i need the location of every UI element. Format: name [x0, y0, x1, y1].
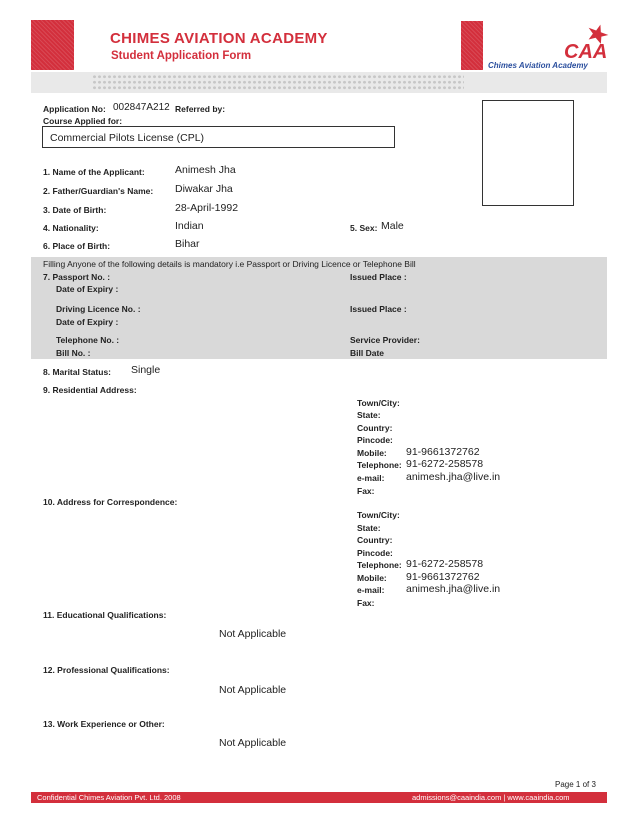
bill-no-label: Bill No. :	[56, 348, 91, 358]
residential-town-label: Town/City:	[357, 398, 400, 408]
educational-qualifications-label: 11. Educational Qualifications:	[43, 610, 167, 620]
correspondence-telephone-value: 91-6272-258578	[406, 558, 484, 570]
id-mandatory-note: Filling Anyone of the following details is mandatory i.e Passport or Driving Licence or Telephone Bill	[43, 259, 416, 269]
form-title: Student Application Form	[111, 50, 252, 62]
footer-confidential-text: Confidential Chimes Aviation Pvt. Ltd. 2008	[37, 793, 181, 802]
application-no-label: Application No:	[43, 104, 106, 114]
correspondence-mobile-value: 91-9661372762	[406, 571, 480, 583]
correspondence-pincode-label: Pincode:	[357, 548, 393, 558]
course-applied-label: Course Applied for:	[43, 116, 123, 126]
father-name-label: 2. Father/Guardian's Name:	[43, 186, 154, 196]
professional-qualifications-value: Not Applicable	[219, 684, 287, 696]
passport-expiry-label: Date of Expiry :	[56, 284, 119, 294]
correspondence-fax-label: Fax:	[357, 598, 375, 608]
correspondence-email-label: e-mail:	[357, 585, 385, 595]
logo-caption: Chimes Aviation Academy	[488, 61, 588, 70]
place-of-birth-value: Bihar	[175, 238, 200, 250]
driving-licence-label: Driving Licence No. :	[56, 304, 141, 314]
residential-pincode-label: Pincode:	[357, 435, 393, 445]
residential-address-label: 9. Residential Address:	[43, 385, 137, 395]
marital-status-label: 8. Marital Status:	[43, 367, 112, 377]
dob-value: 28-April-1992	[175, 202, 239, 214]
nationality-label: 4. Nationality:	[43, 223, 99, 233]
residential-telephone-label: Telephone:	[357, 460, 402, 470]
work-experience-value: Not Applicable	[219, 737, 287, 749]
residential-country-label: Country:	[357, 423, 393, 433]
header-dot-pattern	[92, 74, 464, 90]
referred-by-label: Referred by:	[175, 104, 226, 114]
passport-no-label: 7. Passport No. :	[43, 272, 111, 282]
residential-mobile-label: Mobile:	[357, 448, 387, 458]
educational-qualifications-value: Not Applicable	[219, 628, 287, 640]
correspondence-town-label: Town/City:	[357, 510, 400, 520]
licence-expiry-label: Date of Expiry :	[56, 317, 119, 327]
correspondence-email-value: animesh.jha@live.in	[406, 583, 501, 595]
correspondence-country-label: Country:	[357, 535, 393, 545]
applicant-name-label: 1. Name of the Applicant:	[43, 167, 145, 177]
residential-fax-label: Fax:	[357, 486, 375, 496]
course-value: Commercial Pilots License (CPL)	[50, 132, 205, 144]
academy-title: CHIMES AVIATION ACADEMY	[110, 30, 328, 47]
correspondence-address-label: 10. Address for Correspondence:	[43, 497, 178, 507]
application-no-value: 002847A212	[113, 102, 170, 113]
work-experience-label: 13. Work Experience or Other:	[43, 719, 165, 729]
licence-issued-place-label: Issued Place :	[350, 304, 407, 314]
applicant-name-value: Animesh Jha	[175, 164, 236, 176]
marital-status-value: Single	[131, 364, 161, 376]
father-name-value: Diwakar Jha	[175, 183, 233, 195]
header-red-block-right	[461, 21, 483, 70]
service-provider-label: Service Provider:	[350, 335, 420, 345]
caa-logo-icon	[563, 22, 611, 62]
header-red-block-left	[31, 20, 74, 70]
bill-date-label: Bill Date	[350, 348, 385, 358]
photo-box	[482, 100, 574, 206]
nationality-value: Indian	[175, 220, 204, 232]
residential-state-label: State:	[357, 410, 381, 420]
place-of-birth-label: 6. Place of Birth:	[43, 241, 111, 251]
professional-qualifications-label: 12. Professional Qualifications:	[43, 665, 170, 675]
passport-issued-place-label: Issued Place :	[350, 272, 407, 282]
correspondence-mobile-label: Mobile:	[357, 573, 387, 583]
residential-mobile-value: 91-9661372762	[406, 446, 480, 458]
footer-contact-text: admissions@caaindia.com | www.caaindia.com	[412, 793, 570, 802]
page-number: Page 1 of 3	[555, 780, 596, 789]
telephone-no-label: Telephone No. :	[56, 335, 120, 345]
dob-label: 3. Date of Birth:	[43, 205, 107, 215]
sex-label: 5. Sex:	[350, 223, 378, 233]
caa-logo-mark: CAA	[564, 41, 608, 62]
sex-value: Male	[381, 220, 404, 232]
correspondence-state-label: State:	[357, 523, 381, 533]
residential-email-value: animesh.jha@live.in	[406, 471, 501, 483]
correspondence-telephone-label: Telephone:	[357, 560, 402, 570]
residential-email-label: e-mail:	[357, 473, 385, 483]
residential-telephone-value: 91-6272-258578	[406, 458, 484, 470]
